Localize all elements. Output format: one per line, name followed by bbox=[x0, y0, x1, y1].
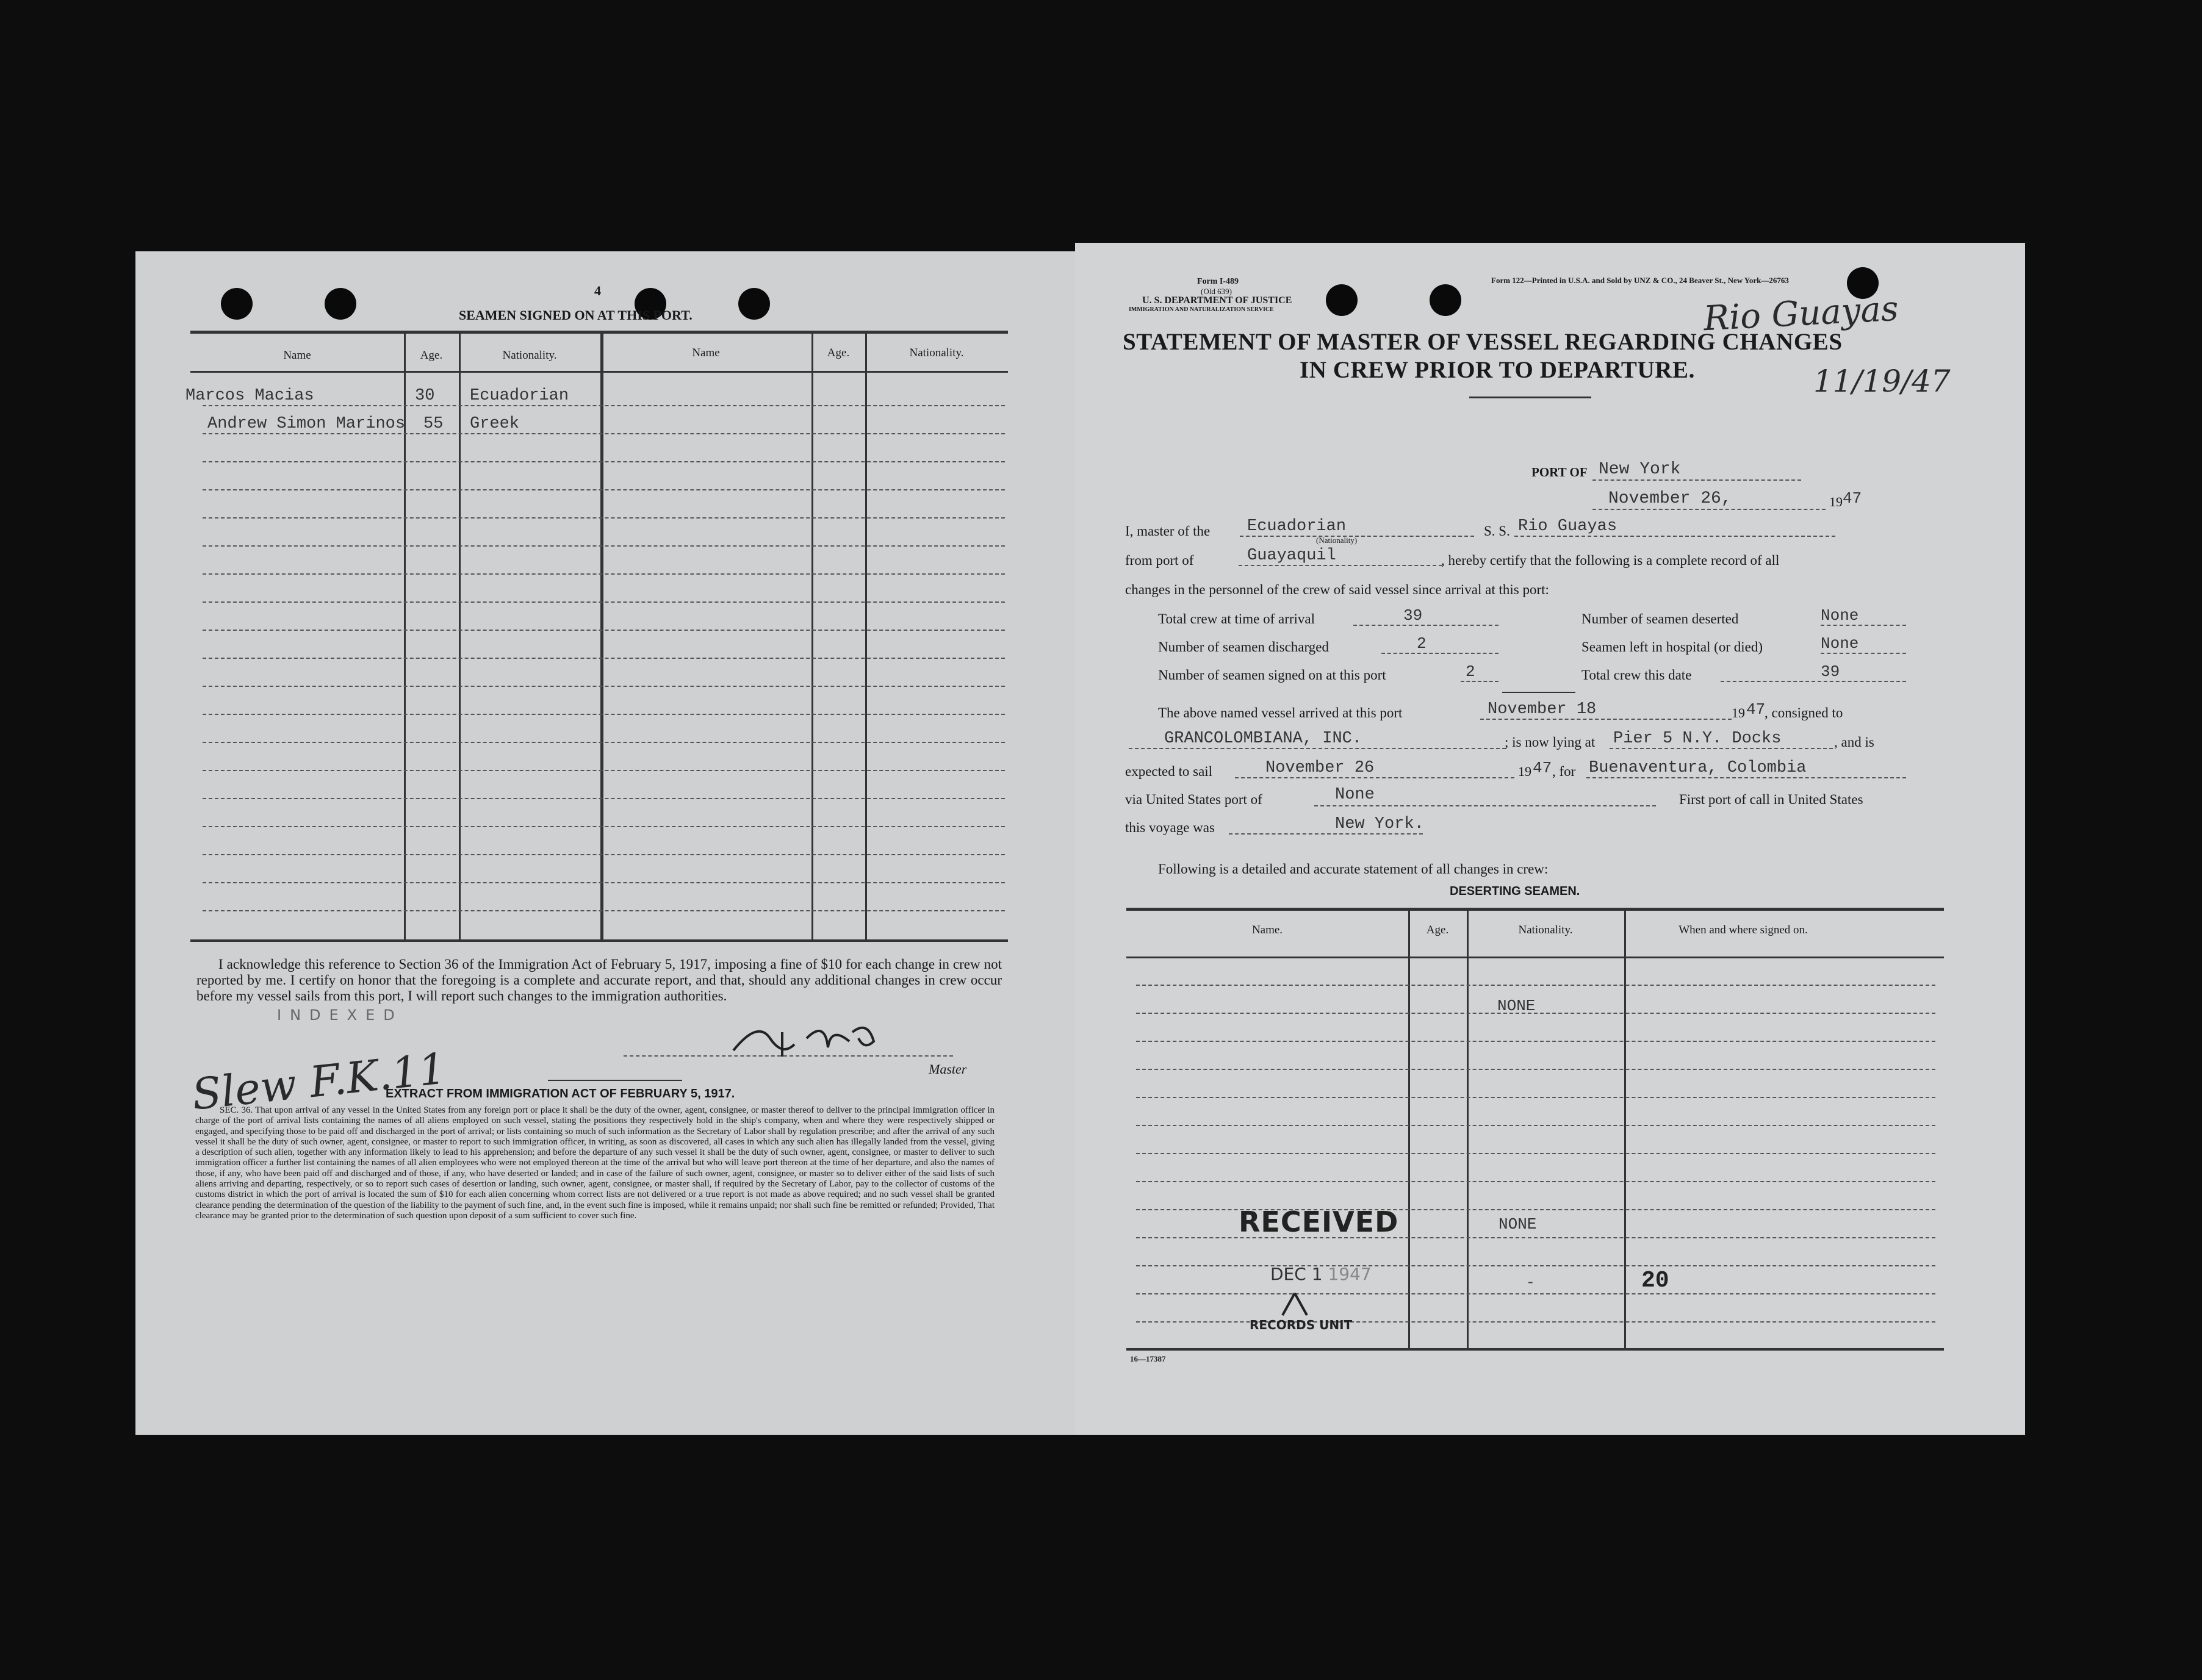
column-divider bbox=[1624, 911, 1626, 1348]
deserted-label: Number of seamen deserted bbox=[1581, 611, 1739, 626]
row-rule bbox=[203, 489, 1005, 490]
column-divider bbox=[811, 334, 813, 939]
vessel-value: Rio Guayas bbox=[1518, 517, 1617, 536]
page-number: 4 bbox=[594, 283, 601, 298]
expected-year-prefix: 19 bbox=[1518, 764, 1531, 779]
service: IMMIGRATION AND NATURALIZATION SERVICE bbox=[1129, 306, 1274, 313]
table-row: Greek bbox=[470, 415, 520, 433]
column-header-nationality: Nationality. bbox=[1518, 924, 1573, 936]
row-rule bbox=[203, 826, 1005, 827]
stamp-arrow bbox=[1276, 1292, 1313, 1316]
hospital-value: None bbox=[1821, 634, 1859, 653]
total-rule bbox=[1502, 692, 1575, 693]
port-label: PORT OF bbox=[1531, 465, 1588, 479]
column-header-age: Age. bbox=[420, 349, 443, 362]
from-port-value: Guayaquil bbox=[1247, 547, 1336, 565]
records-unit-stamp: RECORDS UNIT bbox=[1250, 1318, 1353, 1332]
punch-hole bbox=[1326, 284, 1358, 316]
arrived-label: The above named vessel arrived at this port bbox=[1158, 705, 1403, 720]
destination-value: Buenaventura, Colombia bbox=[1589, 759, 1807, 777]
form-title-line1: STATEMENT OF MASTER OF VESSEL REGARDING CHANGES bbox=[1123, 329, 1843, 355]
column-header-age: Age. bbox=[1426, 924, 1449, 936]
certify-text: , hereby certify that the following is a complete record of all bbox=[1441, 553, 1780, 568]
field-line bbox=[1821, 625, 1906, 626]
table-header-rule bbox=[190, 371, 1008, 373]
port-value: New York bbox=[1599, 460, 1681, 479]
signed-on-value: 2 bbox=[1466, 662, 1475, 681]
ss-label: S. S. bbox=[1484, 523, 1510, 539]
voyage-value: New York. bbox=[1335, 815, 1424, 833]
row-rule bbox=[1136, 1097, 1935, 1098]
signed-on-label: Number of seamen signed on at this port bbox=[1158, 667, 1386, 683]
row-rule bbox=[203, 601, 1005, 603]
column-header-name: Name bbox=[283, 349, 311, 362]
field-line bbox=[1592, 479, 1801, 481]
year-value: 47 bbox=[1843, 489, 1862, 508]
row-rule bbox=[203, 798, 1005, 799]
row-rule bbox=[203, 854, 1005, 855]
total-crew-arrival-value: 39 bbox=[1403, 606, 1423, 625]
expected-label: expected to sail bbox=[1125, 764, 1213, 779]
stamp-number: 20 bbox=[1641, 1268, 1669, 1294]
column-header-signed-on: When and where signed on. bbox=[1678, 924, 1808, 936]
row-rule bbox=[203, 573, 1005, 575]
received-month: DEC bbox=[1270, 1264, 1306, 1284]
column-divider bbox=[459, 334, 461, 939]
and-is-label: , and is bbox=[1834, 734, 1874, 750]
table-header-rule bbox=[1126, 957, 1944, 958]
printer-line: Form 122—Printed in U.S.A. and Sold by UNZ & CO., 24 Beaver St., New York—26763 bbox=[1491, 276, 1789, 285]
indexed-stamp: INDEXED bbox=[277, 1007, 403, 1024]
column-header-nationality: Nationality. bbox=[502, 349, 557, 362]
field-line bbox=[1235, 777, 1514, 778]
field-line bbox=[1721, 681, 1906, 682]
form-title-line2: IN CREW PRIOR TO DEPARTURE. bbox=[1300, 357, 1695, 383]
stamp-dash: - bbox=[1528, 1273, 1533, 1290]
footer-code: 16—17387 bbox=[1130, 1354, 1166, 1363]
field-line bbox=[1240, 536, 1474, 537]
discharged-value: 2 bbox=[1417, 634, 1427, 653]
table-row: 30 bbox=[415, 387, 435, 405]
column-header-age: Age. bbox=[827, 346, 850, 359]
table-row: Andrew Simon Marinos bbox=[207, 415, 406, 433]
field-line bbox=[1353, 625, 1499, 626]
voyage-label: this voyage was bbox=[1125, 820, 1215, 835]
row-rule bbox=[203, 461, 1005, 462]
nationality-value: Ecuadorian bbox=[1247, 517, 1347, 536]
none-entry: NONE bbox=[1497, 997, 1536, 1015]
row-rule bbox=[1136, 1293, 1935, 1294]
deserting-title: DESERTING SEAMEN. bbox=[1450, 885, 1580, 898]
column-divider bbox=[1408, 911, 1410, 1348]
total-crew-date-label: Total crew this date bbox=[1581, 667, 1692, 683]
row-rule bbox=[1136, 1125, 1935, 1126]
row-rule bbox=[203, 882, 1005, 883]
left-page bbox=[135, 251, 1075, 1435]
row-rule bbox=[1136, 1153, 1935, 1154]
master-of-label: I, master of the bbox=[1125, 523, 1211, 539]
field-line bbox=[1239, 565, 1442, 566]
field-line bbox=[1821, 653, 1906, 654]
table-row: 55 bbox=[423, 415, 444, 433]
punch-hole bbox=[325, 288, 356, 320]
punch-hole bbox=[738, 288, 770, 320]
row-rule bbox=[203, 910, 1005, 911]
received-date-stamp bbox=[1270, 1264, 1372, 1284]
discharged-label: Number of seamen discharged bbox=[1158, 639, 1329, 655]
row-rule bbox=[1136, 1013, 1935, 1014]
column-header-nationality: Nationality. bbox=[909, 346, 964, 359]
row-rule bbox=[1136, 985, 1935, 986]
column-divider bbox=[1467, 911, 1469, 1348]
punch-hole bbox=[1430, 284, 1461, 316]
total-crew-date-value: 39 bbox=[1821, 662, 1840, 681]
row-rule bbox=[203, 714, 1005, 715]
field-line bbox=[1381, 653, 1499, 654]
arrived-year-prefix: 19 bbox=[1732, 705, 1745, 720]
column-divider bbox=[600, 334, 603, 939]
table-row: Marcos Macias bbox=[185, 387, 314, 405]
row-rule bbox=[203, 545, 1005, 547]
total-crew-arrival-label: Total crew at time of arrival bbox=[1158, 611, 1315, 626]
department: U. S. DEPARTMENT OF JUSTICE bbox=[1142, 295, 1292, 306]
row-rule bbox=[203, 686, 1005, 687]
form-number: Form I-489 bbox=[1197, 277, 1239, 286]
field-line bbox=[1592, 509, 1826, 510]
deserted-value: None bbox=[1821, 606, 1859, 625]
row-rule bbox=[203, 658, 1005, 659]
received-stamp: RECEIVED bbox=[1239, 1205, 1399, 1238]
row-rule bbox=[203, 630, 1005, 631]
row-rule bbox=[1136, 1181, 1935, 1182]
nationality-caption: (Nationality) bbox=[1316, 536, 1358, 545]
master-label: Master bbox=[929, 1061, 967, 1077]
field-line bbox=[1461, 681, 1499, 682]
expected-value: November 26 bbox=[1265, 759, 1375, 777]
received-year: 1947 bbox=[1328, 1264, 1372, 1284]
extract-text: SEC. 36. That upon arrival of any vessel in the United States from any foreign port or place it shall be the duty of the owner, agent, consignee, or master thereof to deliver to the principal immigration officer in charge of the port of arrival lists containing the names of all aliens employed on such vessel, stating the positions they respectively hold in the ship's company, when and where they were respectively shipped or engaged, and specifying those to be paid off and discharged in the port of arrival; or lists containing so much of such information as the Secretary of Labor shall by regulation prescribe; and after the arrival of any such vessel it shall be the duty of such owner, agent, consignee, or master to report to such immigration officer, in writing, as soon as discovered, all cases in which any such alien has illegally landed from the vessel, giving a description of such alien, together with any information likely to lead to his apprehension; and before the departure of any such vessel it shall be the duty of such owner, agent, consignee, or master to deliver to such immigration officer a further list containing the names of all alien employees who were not employed thereon at the time of the arrival but who will leave port thereon at the time of her departure, and also the names of those, if any, who have been paid off and discharged and of those, if any, who have deserted or landed; and in case of the failure of such owner, agent, consignee, or master so to deliver either of the said lists of such aliens arriving and departing, respectively, or so to report such cases of desertion or landing, such owner, agent, consignee, or master shall, if required by the Secretary of Labor, pay to the collector of customs of the customs district in which the port of arrival is located the sum of $10 for each alien concerning whom correct lists are not delivered or a true report is not made as above required; and no such vessel shall be granted clearance pending the determination of the question of the liability to the payment of such fine, and, in the event such fine is imposed, while it remains unpaid; nor shall such fine be remitted or refunded; Provided, That clearance may be granted prior to the determination of such question upon deposit of a sum sufficient to cover such fine. bbox=[195, 1105, 995, 1221]
arrived-year-value: 47 bbox=[1746, 700, 1766, 719]
none-entry: NONE bbox=[1499, 1215, 1537, 1233]
table-bottom-rule bbox=[190, 939, 1008, 942]
year-prefix: 19 bbox=[1829, 494, 1843, 509]
table-bottom-rule bbox=[1126, 1348, 1944, 1351]
column-header-name: Name bbox=[692, 346, 720, 359]
consigned-label: , consigned to bbox=[1765, 705, 1843, 720]
row-rule bbox=[203, 405, 1005, 406]
row-rule bbox=[1136, 1069, 1935, 1070]
handwritten-initials: Slew F.K.11 bbox=[189, 1043, 448, 1120]
column-header-name: Name. bbox=[1251, 924, 1283, 936]
table-top-rule bbox=[1126, 908, 1944, 911]
field-line bbox=[1610, 748, 1833, 749]
via-value: None bbox=[1335, 786, 1375, 804]
field-line bbox=[1586, 777, 1906, 778]
row-rule bbox=[203, 517, 1005, 519]
field-line bbox=[1229, 833, 1423, 835]
lying-label: ; is now lying at bbox=[1505, 734, 1596, 750]
extract-rule bbox=[548, 1080, 682, 1081]
acknowledgement-text: I acknowledge this reference to Section 36 of the Immigration Act of February 5, 1917, imposing a fine of $10 for each change in crew not reported by me. I certify on honor that the foregoing is a complete and accurate report, and that, should any additional changes in crew occur before my vessel sails from this port, I will report such changes to the immigration authorities. bbox=[196, 957, 1002, 1003]
arrived-value: November 18 bbox=[1488, 700, 1597, 719]
field-line bbox=[1480, 719, 1732, 720]
punch-hole bbox=[221, 288, 253, 320]
form-old-number: (Old 639) bbox=[1201, 287, 1232, 296]
field-line bbox=[1514, 536, 1835, 537]
row-rule bbox=[1136, 1265, 1935, 1266]
row-rule bbox=[203, 433, 1005, 434]
expected-year-value: 47 bbox=[1533, 759, 1552, 777]
row-rule bbox=[1136, 1041, 1935, 1042]
via-label: via United States port of bbox=[1125, 792, 1262, 807]
hospital-label: Seamen left in hospital (or died) bbox=[1581, 639, 1763, 655]
row-rule bbox=[203, 770, 1005, 771]
table-row: Ecuadorian bbox=[470, 387, 569, 405]
field-line bbox=[1314, 805, 1656, 806]
from-port-label: from port of bbox=[1125, 553, 1194, 568]
handwritten-date: 11/19/47 bbox=[1813, 364, 1951, 399]
lying-value: Pier 5 N.Y. Docks bbox=[1613, 730, 1782, 748]
first-port-label: First port of call in United States bbox=[1679, 792, 1863, 807]
section-title: SEAMEN SIGNED ON AT THIS PORT. bbox=[459, 307, 693, 323]
changes-text: changes in the personnel of the crew of said vessel since arrival at this port: bbox=[1125, 582, 1549, 597]
following-text: Following is a detailed and accurate statement of all changes in crew: bbox=[1158, 861, 1549, 877]
title-rule bbox=[1469, 397, 1591, 398]
column-divider bbox=[865, 334, 867, 939]
consignee-value: GRANCOLOMBIANA, INC. bbox=[1164, 730, 1362, 748]
extract-title: EXTRACT FROM IMMIGRATION ACT OF FEBRUARY 5, 1917. bbox=[386, 1087, 735, 1100]
date-value: November 26, bbox=[1608, 489, 1732, 508]
right-page bbox=[1075, 243, 2025, 1435]
handwritten-vessel-name: Rio Guayas bbox=[1702, 289, 1900, 339]
row-rule bbox=[203, 742, 1005, 743]
table-top-rule bbox=[190, 331, 1008, 334]
for-label: , for bbox=[1552, 764, 1576, 779]
field-line bbox=[1129, 748, 1506, 749]
signature-line bbox=[624, 1055, 953, 1057]
received-day: 1 bbox=[1311, 1264, 1323, 1284]
